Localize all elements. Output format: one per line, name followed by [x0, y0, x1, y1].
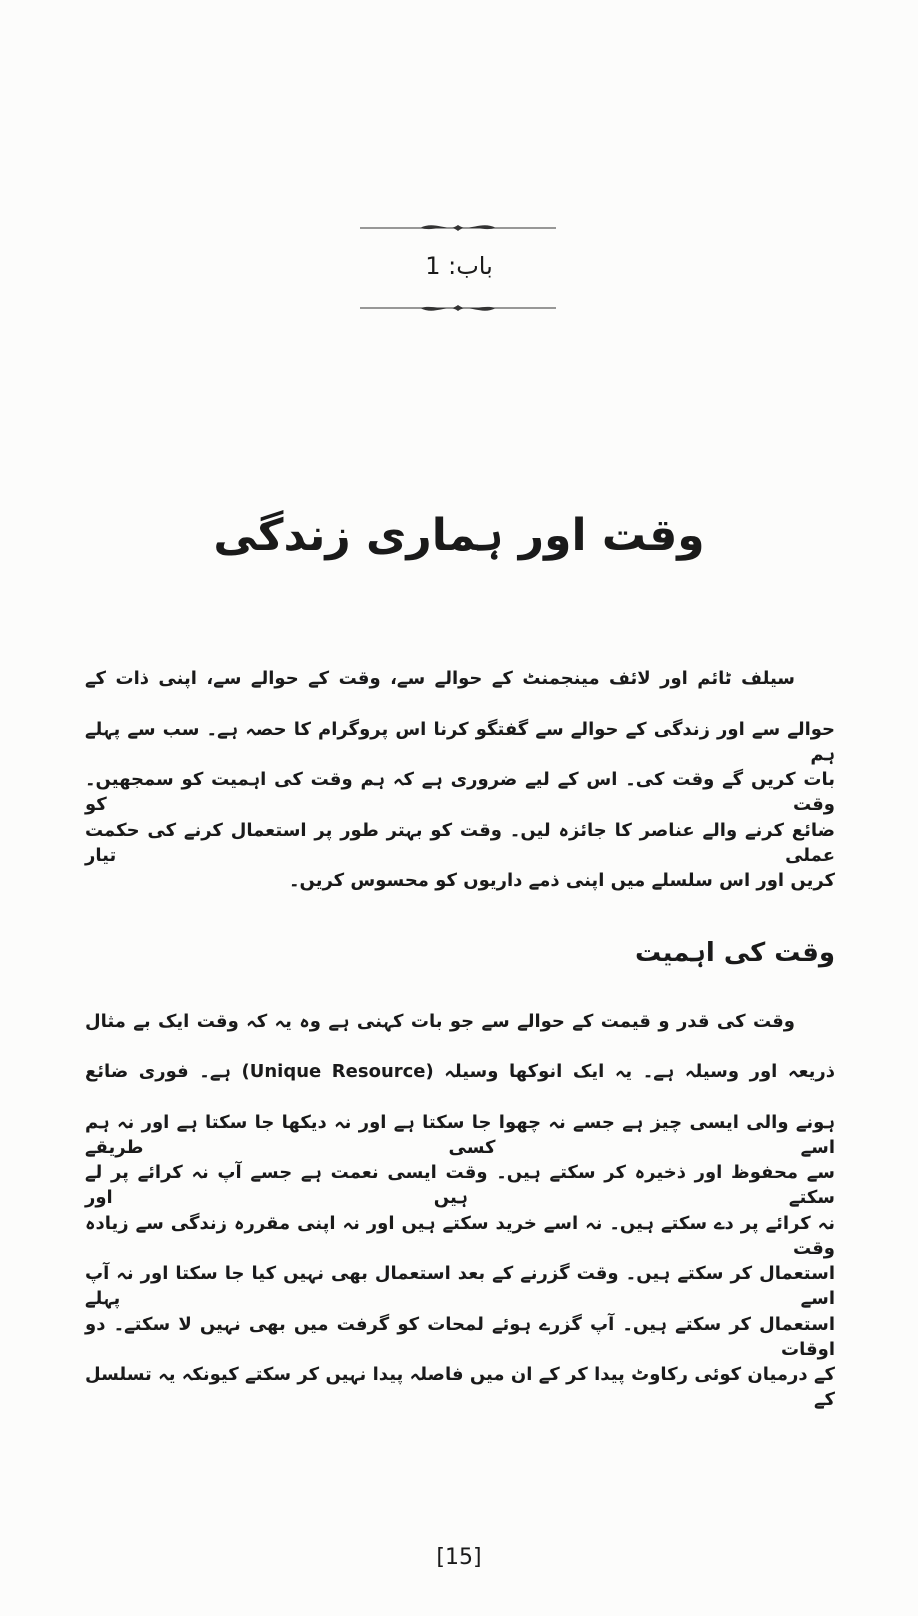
body-text: [85, 666, 835, 1413]
text-line: کریں اور اس سلسلے میں اپنی ذمے داریوں کو محسوس کریں۔: [288, 870, 835, 891]
text-line: بات کریں گے وقت کی۔ اس کے لیے ضروری ہے کہ ہم وقت کی اہمیت کو سمجھیں۔ وقت کو: [85, 769, 835, 815]
text-line: ذریعہ اور وسیلہ ہے۔ یہ ایک انوکھا وسیلہ (Unique Resource) ہے۔ فوری ضائع: [85, 1061, 835, 1082]
text-line: سیلف ٹائم اور لائف مینجمنٹ کے حوالے سے، وقت کے حوالے سے، اپنی ذات کے: [85, 668, 795, 689]
paragraph-2: [85, 1009, 835, 1413]
chapter-label: باب: 1: [425, 252, 493, 280]
text-line: سے محفوظ اور ذخیرہ کر سکتے ہیں۔ وقت ایسی نعمت ہے جسے آپ نہ کرائے پر لے سکتے ہیں اور: [85, 1162, 835, 1208]
text-line: نہ کرائے پر دے سکتے ہیں۔ نہ اسے خرید سکتے ہیں اور نہ اپنی مقررہ زندگی سے زیادہ وقت: [85, 1212, 835, 1259]
text-line: حوالے سے اور زندگی کے حوالے سے گفتگو کرنا اس پروگرام کا حصہ ہے۔ سب سے پہلے ہم: [85, 718, 835, 765]
page-number: [15]: [436, 1545, 482, 1570]
text-line: استعمال کر سکتے ہیں۔ وقت گزرنے کے بعد استعمال بھی نہیں کیا جا سکتا اور نہ آپ اسے پہلے: [85, 1263, 835, 1309]
chapter-title: وقت اور ہماری زندگی: [213, 510, 705, 561]
section-heading: وقت کی اہمیت: [635, 937, 835, 968]
text-line: ضائع کرنے والے عناصر کا جائزہ لیں۔ وقت کو بہتر طور پر استعمال کرنے کی حکمت عملی تیار: [85, 819, 835, 866]
text-line: ہونے والی ایسی چیز ہے جسے نہ چھوا جا سکتا ہے اور نہ دیکھا جا سکتا ہے اور نہ ہم اسے کسی طریقے: [85, 1111, 835, 1158]
text-line: کے درمیان کوئی رکاوٹ پیدا کر کے ان میں فاصلہ پیدا نہیں کر سکتے کیونکہ یہ تسلسل کے: [85, 1364, 835, 1410]
paragraph-1: [85, 666, 835, 919]
text-line: استعمال کر سکتے ہیں۔ آپ گزرے ہوئے لمحات کو گرفت میں بھی نہیں لا سکتے۔ دو اوقات: [85, 1313, 835, 1360]
ornament-divider-bottom: [360, 301, 556, 315]
ornament-divider-top: [360, 221, 556, 235]
text-line: وقت کی قدر و قیمت کے حوالے سے جو بات کہنی ہے وہ یہ کہ وقت ایک بے مثال: [85, 1010, 795, 1032]
